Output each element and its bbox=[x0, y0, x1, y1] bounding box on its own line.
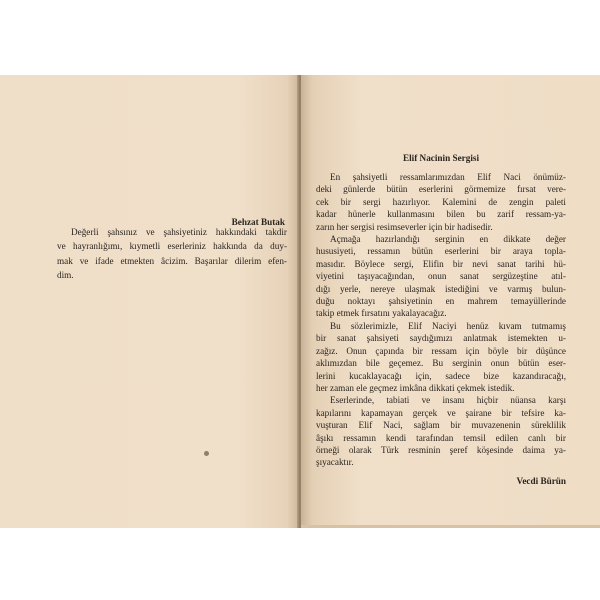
ink-mark bbox=[204, 451, 209, 456]
article-body bbox=[316, 171, 566, 469]
text-line: şıyacaktır. bbox=[316, 457, 354, 468]
text-line: cek bir sergi hazırlıyor. Kalemini de zengin paleti bbox=[316, 196, 566, 207]
text-line: lerini kucaklayacağı için, sadece bize kazandıracağı, bbox=[316, 370, 566, 381]
text-line: En şahsiyetli ressamlarımızdan Elif Naci önümüz- bbox=[330, 172, 566, 182]
text-line: dığı yerle, nereye ulaşmak istediğini ve varmış bulun- bbox=[316, 283, 566, 294]
text-line: âşıkı ressamın kendi tarafından temsil edilen canlı bir bbox=[316, 432, 566, 443]
text-line: dim. bbox=[57, 270, 74, 281]
text-line: zarın her sergisi resimseverler için bir hadisedir. bbox=[316, 221, 493, 232]
text-line: ve hayranlığımı, kıymetli eserleriniz hakkında da duy- bbox=[57, 241, 287, 252]
text-line: örneği olarak Türk resminin şeref köşesinde daima ya- bbox=[316, 444, 566, 455]
left-page bbox=[0, 75, 299, 528]
text-line: kadar hünerle kullanmasını bilen bu zarif ressam-ya- bbox=[316, 209, 566, 220]
text-line: duğu noktayı şahsiyetinin en mahrem temayüllerinde bbox=[316, 296, 566, 307]
text-line: bir sanat şahsiyeti saydığımızı anlatmak istemekten u- bbox=[316, 333, 566, 344]
text-line: hususiyeti, ressamın bütün eserlerini bir araya topla- bbox=[316, 246, 566, 257]
text-line: aklımızdan bile geçemez. Bu serginin onun bütün eser- bbox=[316, 358, 566, 369]
article-title: Elif Nacinin Sergisi bbox=[402, 153, 480, 163]
text-line: masıdır. Böylece sergi, Elifin bir nevi sanat tarihi hü- bbox=[316, 258, 566, 269]
left-page-text bbox=[57, 225, 287, 283]
text-line: Açmağa hazırlandığı serginin en dikkate değer bbox=[330, 234, 566, 245]
book-spread bbox=[0, 75, 600, 528]
text-line: Bu sözlerimizle, Elif Naciyi henüz kıvam tutmamış bbox=[330, 320, 566, 331]
text-line: takip etmek fırsatını yakalayacağız. bbox=[316, 308, 447, 319]
text-line: vuşturan Elif Naci, sağlam bir muvazenenin süreklilik bbox=[316, 420, 566, 431]
right-page bbox=[301, 75, 600, 528]
text-line: her zaman ele geçmez imkâna dikkati çekmek istedik. bbox=[316, 382, 515, 393]
right-signature: Vecdi Bürün bbox=[516, 476, 566, 486]
left-signature: Behzat Butak bbox=[231, 217, 285, 227]
text-line: Değerli şahsınız ve şahsiyetiniz hakkındaki takdir bbox=[71, 227, 287, 237]
text-line: mak ve ifade etmekten âcizim. Başarılar dilerim efen- bbox=[57, 255, 287, 266]
text-line: deki günlerde bütün eserlerini görmemize fırsat vere- bbox=[316, 184, 566, 195]
text-line: Eserlerinde, tabiati ve insanı hiçbir nüansa karşı bbox=[330, 395, 566, 406]
text-line: kapılarını kapamayan gerçek ve şairane bir tefsire ka- bbox=[316, 407, 566, 418]
text-line: zağız. Onun çapında bir ressam için böyle bir düşünce bbox=[316, 345, 566, 356]
text-line: viyetini taşıyacağından, onun sanat sergüzeştine atıl- bbox=[316, 271, 566, 282]
